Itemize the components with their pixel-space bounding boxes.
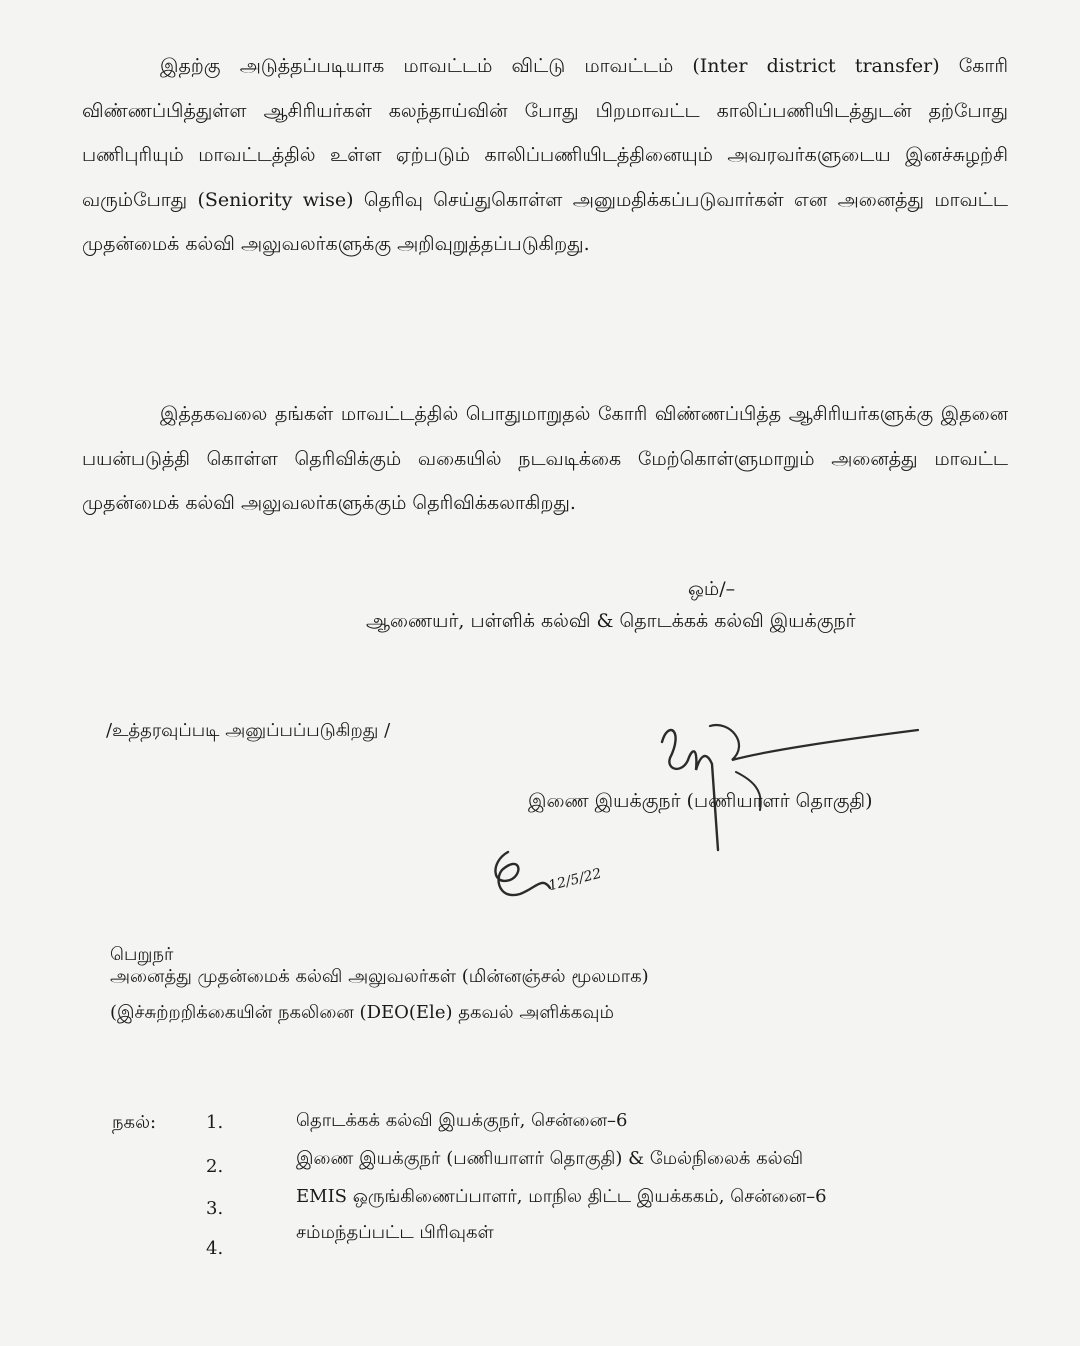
copy-item-number: 3. [206,1198,224,1219]
copy-item-text: இணை இயக்குநர் (பணியாளர் தொகுதி) & மேல்நிலைக் கல்வி [296,1148,804,1169]
joint-director-title: இணை இயக்குநர் (பணியாளர் தொகுதி) [528,790,873,812]
recipient-line-2: (இச்சுற்றறிக்கையின் நகலினை (DEO(Ele) தகவல் அளிக்கவும் [110,1002,614,1023]
copy-label: நகல்: [112,1112,157,1133]
copy-item-text: தொடக்கக் கல்வி இயக்குநர், சென்னை–6 [296,1110,628,1131]
recipient-line-1: அனைத்து முதன்மைக் கல்வி அலுவலர்கள் (மின்னஞ்சல் மூலமாக) [110,966,649,987]
copy-item-text: சம்மந்தப்பட்ட பிரிவுகள் [296,1222,494,1243]
recipients-heading: பெறுநர் [110,944,174,965]
copy-item-number: 4. [206,1238,224,1259]
paragraph-1: இதற்கு அடுத்தப்படியாக மாவட்டம் விட்டு மாவட்டம் (Inter district transfer) கோரி விண்ணப்பித்துள்ள ஆசிரியர்கள் கலந்தாய்வின் போது பிறமாவட்ட காலிப்பணியிடத்துடன் தற்போது பணிபுரியும் மாவட்டத்தில் உள்ள ஏற்படும் காலிப்பணியிடத்தினையும் அவரவர்களுடைய இனச்சுழற்சி வரும்போது (Seniority wise) தெரிவு செய்துகொள்ள அனுமதிக்கப்படுவார்கள் என அனைத்து மாவட்ட முதன்மைக் கல்வி அலுவலர்களுக்கு அறிவுறுத்தப்படுகிறது. [82,55,1008,255]
copy-item-number: 2. [206,1156,224,1177]
initials-date: 12/5/22 [546,865,604,895]
copy-item-number: 1. [206,1112,224,1133]
signature [640,700,940,860]
signatory-title: ஆணையர், பள்ளிக் கல்வி & தொடக்கக் கல்வி இயக்குநர் [366,610,856,632]
paragraph-2: இத்தகவலை தங்கள் மாவட்டத்தில் பொதுமாறுதல் கோரி விண்ணப்பித்த ஆசிரியர்களுக்கு இதனை பயன்படுத்தி கொள்ள தெரிவிக்கும் வகையில் நடவடிக்கை மேற்கொள்ளுமாறும் அனைத்து மாவட்ட முதன்மைக் கல்வி அலுவலர்களுக்கும் தெரிவிக்கலாகிறது. [82,403,1008,514]
copy-item-text: EMIS ஒருங்கிணைப்பாளர், மாநில திட்ட இயக்ககம், சென்னை–6 [296,1186,827,1207]
signed-mark: ஒம்/– [688,578,736,600]
by-order-line: /உத்தரவுப்படி அனுப்பப்படுகிறது / [106,720,391,741]
